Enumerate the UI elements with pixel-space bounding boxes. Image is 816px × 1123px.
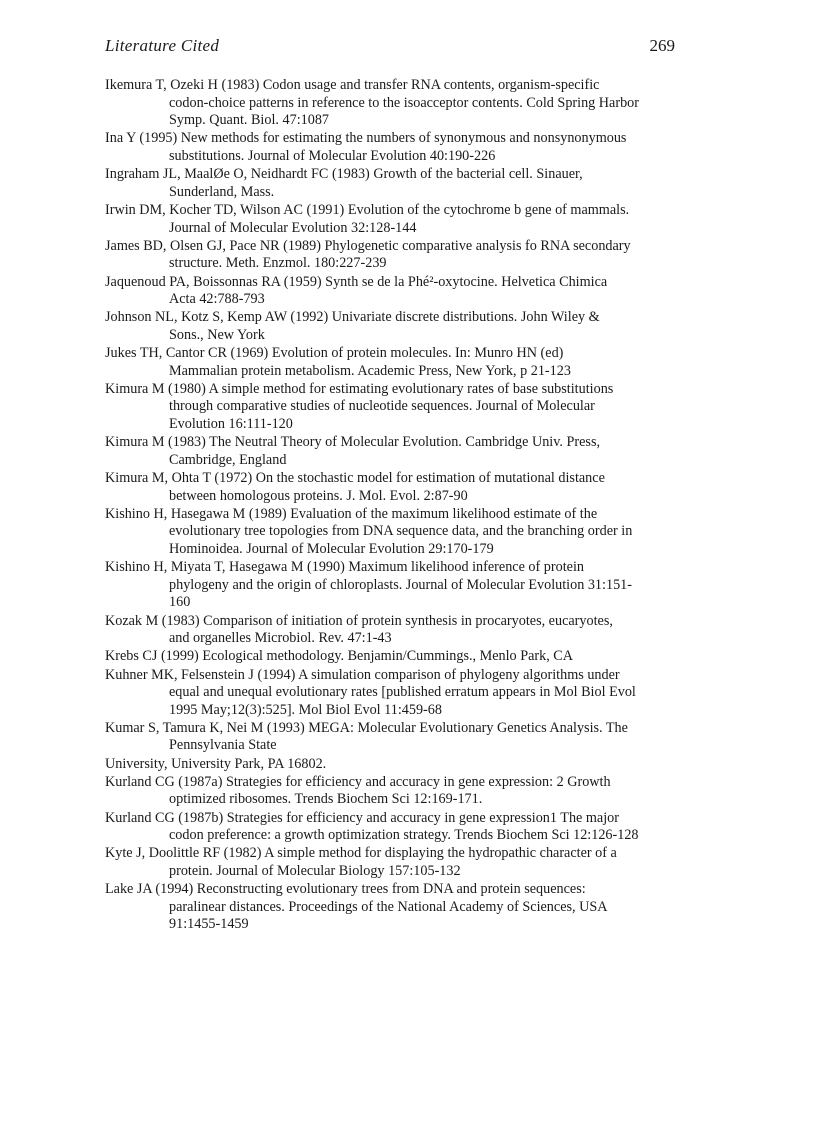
reference-kuhner-1994: Kuhner MK, Felsenstein J (1994) A simulation comparison of phylogeny algorithms under equal and unequal evolutionary rates [published erratum appears in Mol Biol Evol 1995 May;12(3):525]. Mol Biol Evol 11:459-68 bbox=[105, 666, 636, 718]
reference-kimura-1983: Kimura M (1983) The Neutral Theory of Molecular Evolution. Cambridge Univ. Press, Cambridge, England bbox=[105, 434, 601, 468]
reference-kumar-1993: Kumar S, Tamura K, Nei M (1993) MEGA: Molecular Evolutionary Genetics Analysis. The Pennsylvania State bbox=[105, 719, 628, 754]
reference-johnson-1992: Johnson NL, Kotz S, Kemp AW (1992) Univariate discrete distributions. John Wiley & Sons., New York bbox=[105, 309, 600, 343]
reference-kimura-ohta-1972: Kimura M, Ohta T (1972) On the stochastic model for estimation of mutational distance between homologous proteins. J. Mol. Evol. 2:87-90 bbox=[105, 470, 605, 504]
running-head bbox=[105, 36, 675, 60]
reference-krebs-1999: Krebs CJ (1999) Ecological methodology. Benjamin/Cummings., Menlo Park, CA bbox=[105, 648, 574, 665]
reference-lake-1994: Lake JA (1994) Reconstructing evolutionary trees from DNA and protein sequences: paralinear distances. Proceedings of the National Academy of Sciences, USA 91:1455-1459 bbox=[105, 881, 608, 933]
page-number: 269 bbox=[649, 36, 675, 55]
reference-list bbox=[105, 77, 705, 935]
reference-kumar-1993-continued: University, University Park, PA 16802. bbox=[105, 755, 327, 772]
reference-jukes-1969: Jukes TH, Cantor CR (1969) Evolution of protein molecules. In: Munro HN (ed) Mammalian protein metabolism. Academic Press, New York, p 21-123 bbox=[105, 345, 571, 379]
section-title: Literature Cited bbox=[105, 36, 220, 55]
reference-kishino-1990: Kishino H, Miyata T, Hasegawa M (1990) Maximum likelihood inference of protein phylogeny and the origin of chloroplasts. Journal of Molecular Evolution 31:151- 160 bbox=[105, 559, 632, 611]
reference-kozak-1983: Kozak M (1983) Comparison of initiation of protein synthesis in procaryotes, eucaryotes, and organelles Microbiol. Rev. 47:1-43 bbox=[105, 612, 613, 647]
reference-kimura-1980: Kimura M (1980) A simple method for estimating evolutionary rates of base substitutions through comparative studies of nucleotide sequences. Journal of Molecular Evolution 16:111-120 bbox=[105, 380, 614, 433]
reference-ina-1995: Ina Y (1995) New methods for estimating the numbers of synonymous and nonsynonymous substitutions. Journal of Molecular Evolution 40:190-226 bbox=[105, 130, 627, 164]
reference-kishino-1989: Kishino H, Hasegawa M (1989) Evaluation of the maximum likelihood estimate of the evolutionary tree topologies from DNA sequence data, and the branching order in Hominoidea. Journal of Molecular Evolution 29:170-179 bbox=[105, 505, 633, 557]
reference-ikemura-1983: Ikemura T, Ozeki H (1983) Codon usage and transfer RNA contents, organism-specific codon-choice patterns in reference to the isoacceptor contents. Cold Spring Harbor Symp. Quant. Biol. 47:1087 bbox=[105, 77, 639, 129]
reference-james-1989: James BD, Olsen GJ, Pace NR (1989) Phylogenetic comparative analysis fo RNA secondary structure. Meth. Enzmol. 180:227-239 bbox=[105, 237, 631, 272]
reference-irwin-1991: Irwin DM, Kocher TD, Wilson AC (1991) Evolution of the cytochrome b gene of mammals. Journal of Molecular Evolution 32:128-144 bbox=[105, 201, 630, 236]
reference-kurland-1987a: Kurland CG (1987a) Strategies for efficiency and accuracy in gene expression: 2 Growth optimized ribosomes. Trends Biochem Sci 12:169-171. bbox=[105, 773, 611, 808]
reference-kyte-1982: Kyte J, Doolittle RF (1982) A simple method for displaying the hydropathic character of a protein. Journal of Molecular Biology 157:105-132 bbox=[105, 845, 617, 879]
reference-jaquenoud-1959: Jaquenoud PA, Boissonnas RA (1959) Synth se de la Phé²-oxytocine. Helvetica Chimica Acta 42:788-793 bbox=[105, 273, 608, 308]
reference-ingraham-1983: Ingraham JL, MaalØe O, Neidhardt FC (1983) Growth of the bacterial cell. Sinauer, Sunderland, Mass. bbox=[105, 166, 583, 200]
reference-kurland-1987b: Kurland CG (1987b) Strategies for efficiency and accuracy in gene expression1 The major codon preference: a growth optimization strategy. Trends Biochem Sci 12:126-128 bbox=[105, 809, 639, 844]
